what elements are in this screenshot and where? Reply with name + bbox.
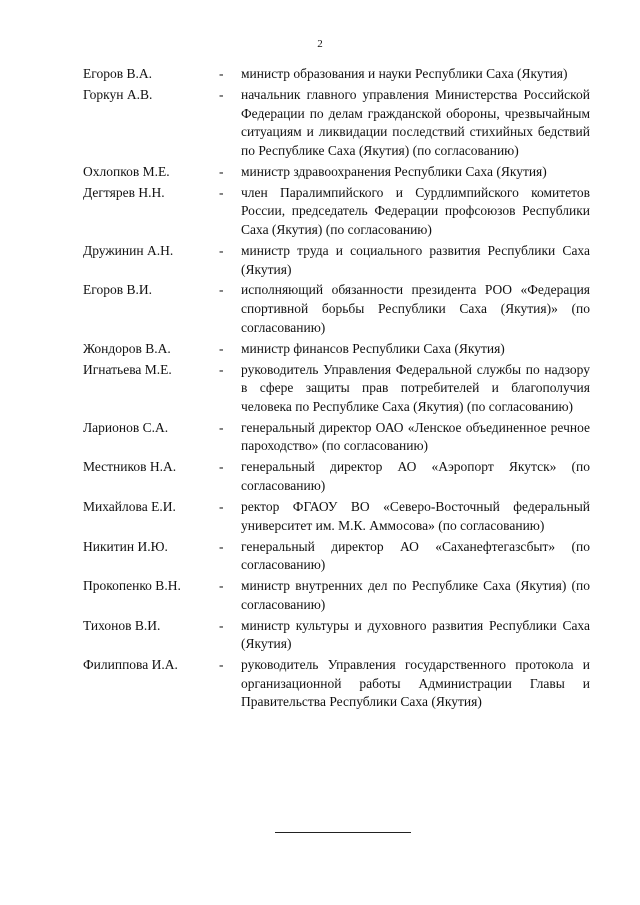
member-role: министр финансов Республики Саха (Якутия)	[241, 340, 505, 356]
member-row	[83, 86, 590, 160]
member-dash: -	[219, 459, 224, 475]
member-dash: -	[219, 340, 224, 356]
member-dash: -	[219, 657, 224, 673]
member-name: Игнатьева М.Е.	[83, 361, 172, 377]
member-dash: -	[219, 578, 224, 594]
member-role: начальник главного управления Министерства Российской Федерации по делам гражданской обороны, чрезвычайным ситуациям и ликвидации последствий стихийных бедствий по Республике Саха (Якутия) (по согласованию)	[241, 86, 590, 158]
member-row	[83, 498, 590, 535]
member-row	[83, 163, 590, 182]
member-role: генеральный директор ОАО «Ленское объединенное речное пароходство» (по согласованию)	[241, 419, 590, 454]
member-dash: -	[219, 184, 224, 200]
member-role: министр труда и социального развития Республики Саха (Якутия)	[241, 242, 590, 277]
member-dash: -	[219, 86, 224, 102]
member-name: Охлопков М.Е.	[83, 163, 170, 179]
member-dash: -	[219, 361, 224, 377]
member-role: руководитель Управления государственного протокола и организационной работы Администрации Главы и Правительства Республики Саха (Якутия)	[241, 657, 590, 710]
member-name: Прокопенко В.Н.	[83, 578, 181, 594]
member-name: Егоров В.И.	[83, 282, 152, 298]
member-role: руководитель Управления Федеральной службы по надзору в сфере защиты прав потребителей и благополучия человека по Республике Саха (Якутия) (по согласованию)	[241, 361, 590, 414]
member-row	[83, 419, 590, 456]
member-row	[83, 281, 590, 337]
member-name: Тихонов В.И.	[83, 617, 161, 633]
member-role: ректор ФГАОУ ВО «Северо-Восточный федеральный университет им. М.К. Аммосова» (по согласованию)	[241, 498, 590, 533]
member-name: Егоров В.А.	[83, 66, 152, 81]
member-row	[83, 242, 590, 279]
member-name: Дегтярев Н.Н.	[83, 184, 165, 200]
member-name: Ларионов С.А.	[83, 419, 169, 435]
member-dash: -	[219, 242, 224, 258]
member-role: министр культуры и духовного развития Республики Саха (Якутия)	[241, 617, 590, 652]
member-name: Филиппова И.А.	[83, 657, 178, 673]
member-name: Местников Н.А.	[83, 459, 177, 475]
member-name: Михайлова Е.И.	[83, 498, 176, 514]
member-row	[83, 340, 590, 359]
member-dash: -	[219, 617, 224, 633]
member-role: член Паралимпийского и Сурдлимпийского комитетов России, председатель Федерации профсоюзов Республики Саха (Якутия) (по согласованию)	[241, 184, 590, 237]
member-role: министр внутренних дел по Республике Саха (Якутия) (по согласованию)	[241, 578, 590, 612]
member-row	[83, 184, 590, 240]
member-role: генеральный директор АО «Аэропорт Якутск» (по согласованию)	[241, 459, 590, 493]
member-role: исполняющий обязанности президента РОО «Федерация спортивной борьбы Республики Саха (Якутия)» (по согласованию)	[241, 282, 590, 335]
member-row	[83, 656, 590, 712]
member-dash: -	[219, 282, 224, 298]
member-dash: -	[219, 419, 224, 435]
member-row	[83, 458, 590, 495]
member-row	[83, 577, 590, 614]
member-name: Дружинин А.Н.	[83, 242, 174, 258]
member-dash: -	[219, 66, 224, 81]
member-name: Горкун А.В.	[83, 86, 153, 102]
member-dash: -	[219, 498, 224, 514]
member-row	[83, 617, 590, 654]
member-name: Никитин И.Ю.	[83, 538, 168, 554]
end-separator-line	[275, 832, 411, 833]
member-dash: -	[219, 538, 224, 554]
member-row	[83, 65, 590, 84]
member-row	[83, 361, 590, 417]
member-role: генеральный директор АО «Саханефтегазсбыт» (по согласованию)	[241, 538, 590, 573]
members-list	[83, 65, 590, 714]
member-name: Жондоров В.А.	[83, 340, 171, 356]
member-row	[83, 538, 590, 575]
member-role: министр образования и науки Республики Саха (Якутия)	[241, 66, 568, 81]
member-role: министр здравоохранения Республики Саха (Якутия)	[241, 163, 547, 179]
page-number: 2	[317, 38, 323, 50]
member-dash: -	[219, 163, 224, 179]
